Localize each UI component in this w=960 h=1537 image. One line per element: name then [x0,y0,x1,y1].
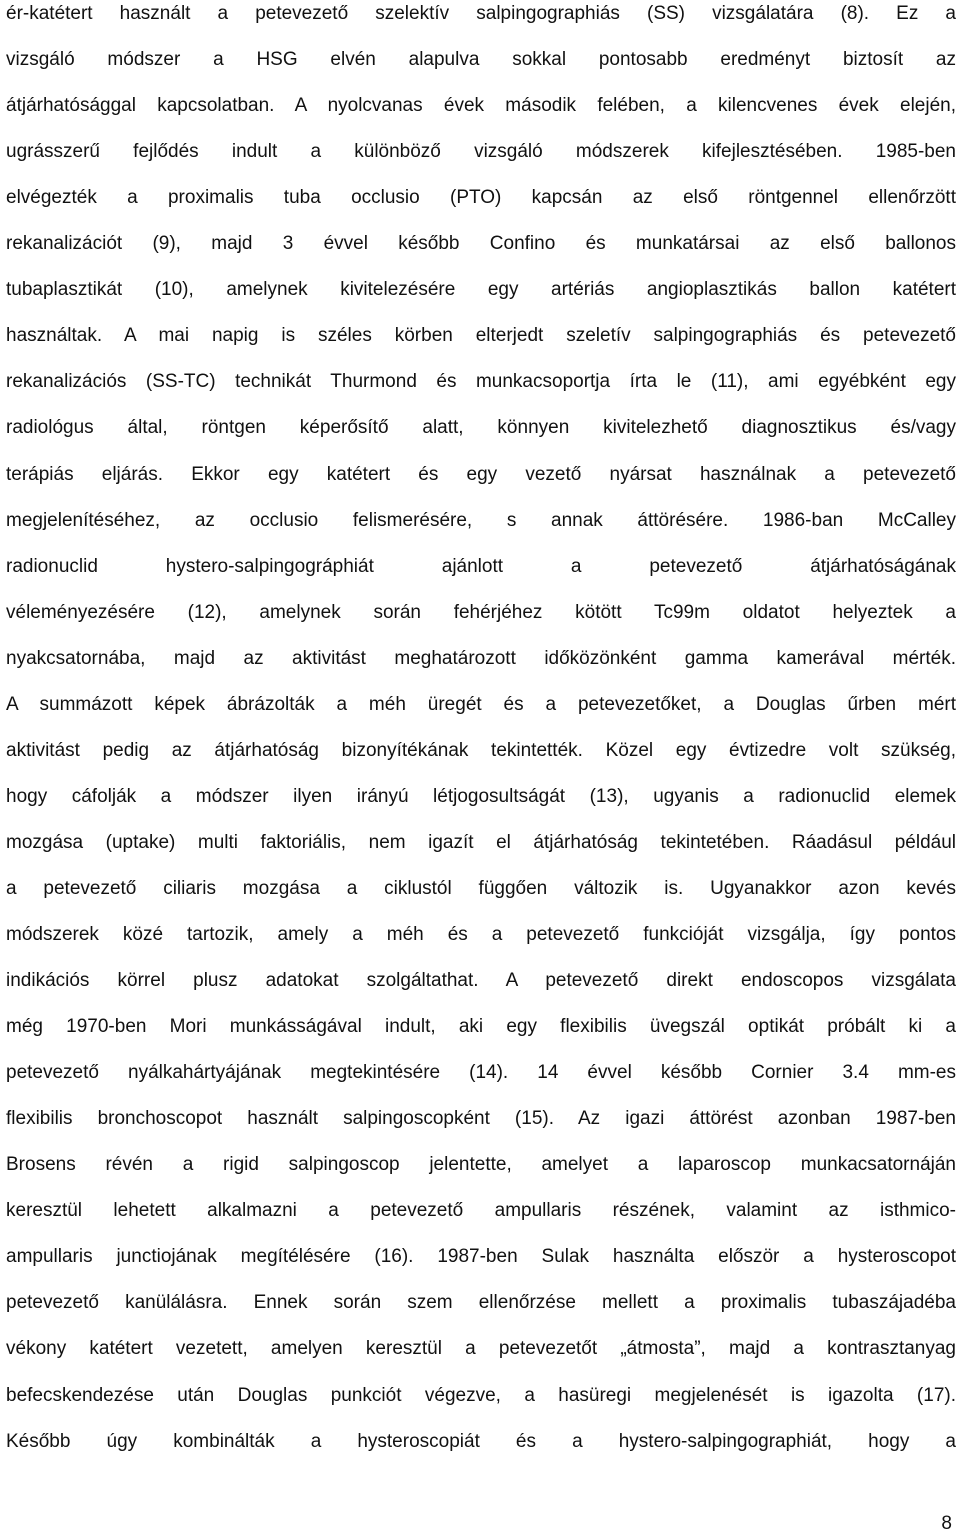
text-line: elvégezték a proximalis tuba occlusio (PTO) kapcsán az első röntgennel ellenőrzött [6,187,956,209]
text-line: terápiás eljárás. Ekkor egy katétert és egy vezető nyársat használnak a petevezető [6,463,956,485]
text-line: A summázott képek ábrázolták a méh üregét és a petevezetőket, a Douglas űrben mért [6,693,956,715]
text-line: megjelenítéséhez, az occlusio felismerésére, s annak áttörésére. 1986-ban McCalley [6,509,956,531]
text-line: radiológus által, röntgen képerősítő alatt, könnyen kivitelezhető diagnosztikus és/vagy [6,417,956,439]
text-line: nyakcsatornába, majd az aktivitást meghatározott időközönként gamma kamerával mérték. [6,647,956,669]
text-line: módszerek közé tartozik, amely a méh és a petevezető funkcióját vizsgálja, így pontos [6,924,956,945]
text-line: Brosens révén a rigid salpingoscop jelentette, amelyet a laparoscop munkacsatornáján [6,1154,956,1176]
text-line: ampullaris junctiojának megítélésére (16). 1987-ben Sulak használta először a hysteroscopot [6,1246,956,1268]
text-line: használtak. A mai napig is széles körben elterjedt szeletív salpingographiás és petevezető [6,325,956,347]
text-line: átjárhatósággal kapcsolatban. A nyolcvanas évek második felében, a kilencvenes évek elején, [6,95,956,117]
text-line: indikációs körrel plusz adatokat szolgáltathat. A petevezető direkt endoscopos vizsgálata [6,970,956,991]
text-line: rekanalizációs (SS-TC) technikát Thurmond és munkacsoportja írta le (11), ami egyébként egy [6,371,956,393]
text-line: ér-katétert használt a petevezető szelektív salpingographiás (SS) vizsgálatára (8). Ez a [6,3,956,24]
text-line: a petevezető ciliaris mozgása a ciklustól függően változik is. Ugyanakkor azon kevés [6,877,956,899]
text-line: tubaplasztikát (10), amelynek kivitelezésére egy artériás angioplasztikás ballon katétert [6,279,956,301]
text-line: még 1970-ben Mori munkásságával indult, aki egy flexibilis üvegszál optikát próbált ki a [6,1016,956,1038]
text-line: Később úgy kombinálták a hysteroscopiát és a hystero-salpingographiát, hogy a [6,1430,956,1452]
text-line: vizsgáló módszer a HSG elvén alapulva sokkal pontosabb eredményt biztosít az [6,49,956,70]
text-line: ugrásszerű fejlődés indult a különböző vizsgáló módszerek kifejlesztésében. 1985-ben [6,141,956,163]
text-line: flexibilis bronchoscopot használt salpingoscopként (15). Az igazi áttörést azonban 1987-ben [6,1108,956,1130]
text-line: hogy cáfolják a módszer ilyen irányú létjogosultságát (13), ugyanis a radionuclid elemek [6,785,956,807]
text-line: befecskendezése után Douglas punkciót végezve, a hasüregi megjelenését is igazolta (17). [6,1384,956,1406]
text-line: keresztül lehetett alkalmazni a petevezető ampullaris részének, valamint az isthmico- [6,1200,956,1222]
text-line: radionuclid hystero-salpingográphiát ajánlott a petevezető átjárhatóságának [6,555,956,577]
text-line: petevezető kanülálásra. Ennek során szem ellenőrzése mellett a proximalis tubaszájadéba [6,1292,956,1314]
text-line: aktivitást pedig az átjárhatóság bizonyítékának tekintették. Közel egy évtizedre volt szükség, [6,739,956,761]
text-line: mozgása (uptake) multi faktoriális, nem igazít el átjárhatóság tekintetében. Ráadásul például [6,831,956,853]
text-line: petevezető nyálkahártyájának megtekintésére (14). 14 évvel később Cornier 3.4 mm-es [6,1062,956,1084]
text-line: rekanalizációt (9), majd 3 évvel később Confino és munkatársai az első ballonos [6,233,956,255]
text-line: véleményezésére (12), amelynek során fehérjéhez kötött Tc99m oldatot helyeztek a [6,601,956,623]
page-number: 8 [941,1513,952,1534]
text-line: vékony katétert vezetett, amelyen keresztül a petevezetőt „átmosta”, majd a kontrasztanyag [6,1338,956,1360]
